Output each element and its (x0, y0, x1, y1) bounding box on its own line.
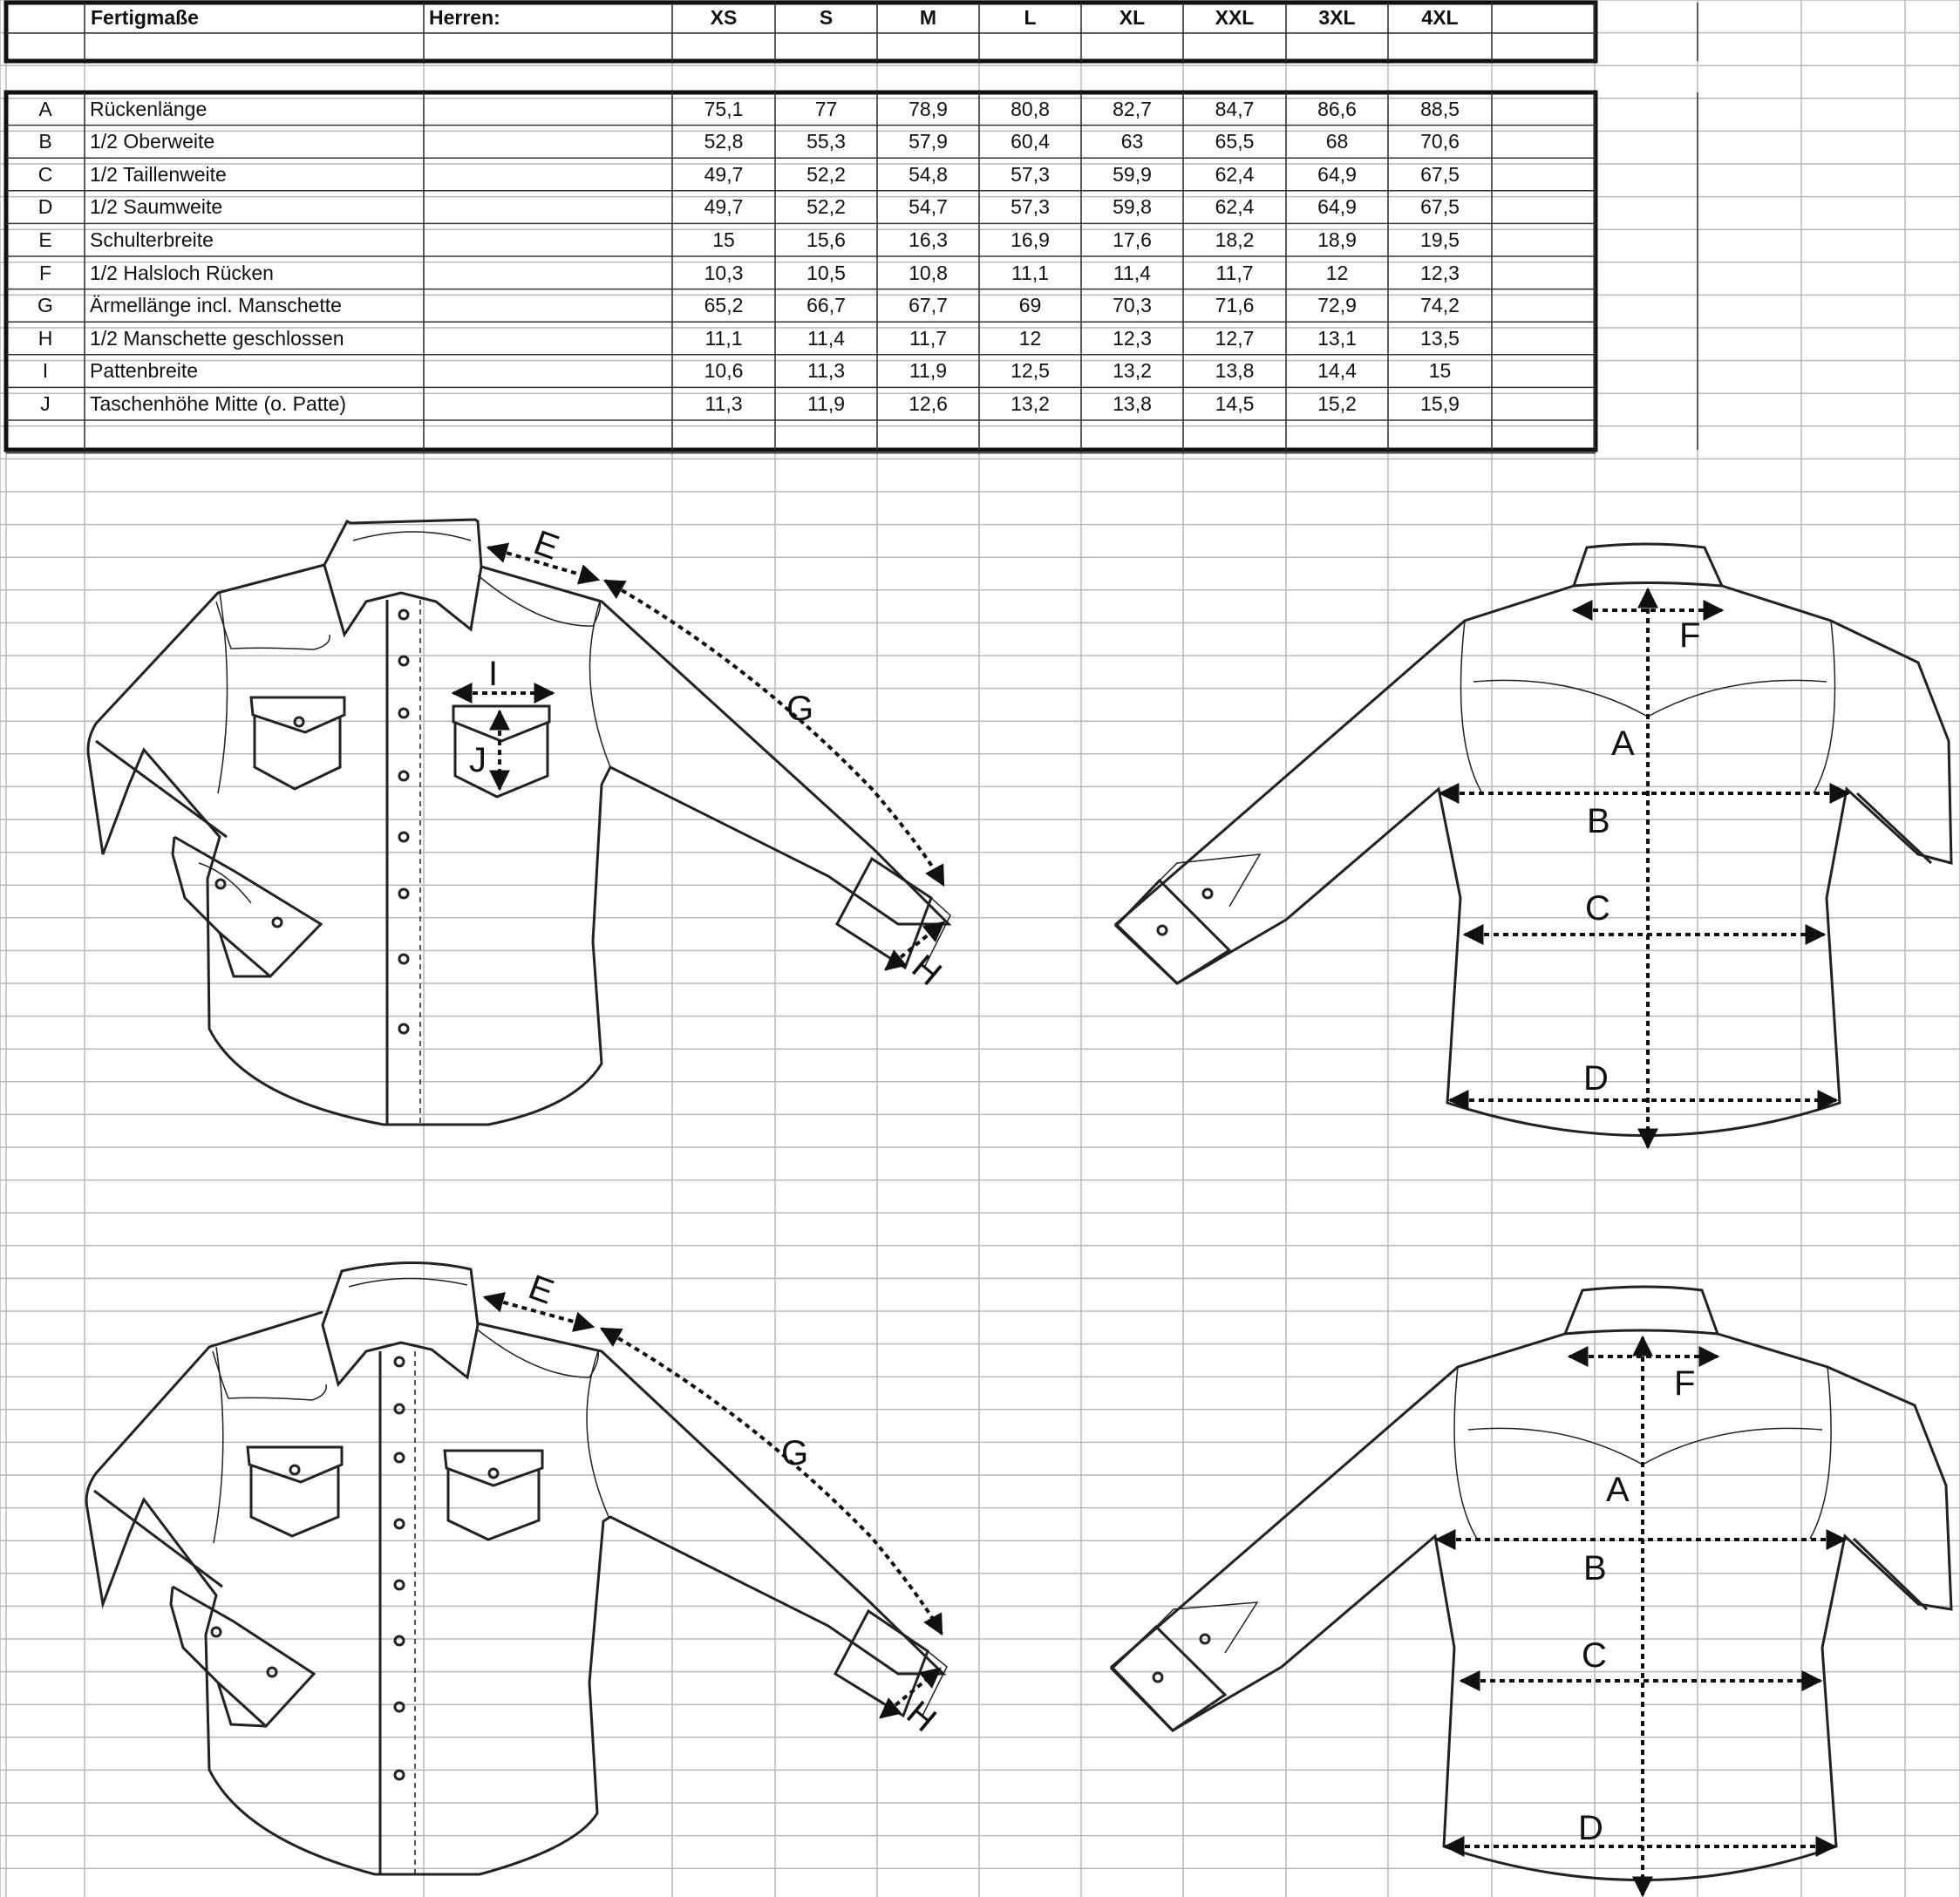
measurement-value: 67,7 (909, 294, 948, 317)
measurement-value: 12 (1325, 261, 1349, 284)
measurement-value: 88,5 (1420, 97, 1460, 120)
measurement-value: 12,3 (1420, 261, 1460, 284)
size-header: 3XL (1318, 6, 1356, 29)
measurement-value: 68 (1325, 130, 1349, 153)
measurement-label: 1/2 Oberweite (90, 130, 215, 153)
measurement-value: 13,8 (1113, 391, 1152, 415)
label-E-top: E (528, 523, 564, 568)
measurement-value: 55,3 (806, 130, 846, 153)
measurement-key: E (38, 228, 52, 251)
measurement-value: 13,5 (1420, 326, 1460, 350)
size-header: 4XL (1421, 6, 1459, 29)
table-title: Fertigmaße (91, 6, 199, 29)
measurement-value: 57,9 (909, 130, 948, 153)
label-D-bottom: D (1578, 1809, 1603, 1847)
back-shirt-diagram-bottom (1112, 1287, 1951, 1880)
measurement-label: 1/2 Saumweite (90, 195, 223, 219)
measurement-value: 12,6 (909, 391, 948, 415)
measurement-value: 14,4 (1317, 359, 1357, 383)
label-J-top: J (469, 741, 487, 779)
measurement-key: B (38, 130, 52, 153)
measurement-value: 52,2 (806, 195, 846, 219)
measurement-value: 16,3 (909, 228, 948, 251)
back-shirt-diagram-top (1116, 544, 1951, 1136)
measurement-value: 74,2 (1420, 294, 1460, 317)
measurement-value: 82,7 (1113, 97, 1152, 120)
measurement-value: 69 (1018, 294, 1042, 317)
measurement-value: 64,9 (1317, 162, 1357, 186)
label-B-bottom: B (1583, 1549, 1607, 1588)
size-header: XL (1119, 6, 1146, 29)
measurement-value: 49,7 (704, 162, 744, 186)
measurement-value: 15 (1428, 359, 1452, 383)
measurement-value: 13,1 (1317, 326, 1357, 350)
measurement-value: 65,2 (704, 294, 744, 317)
measurement-value: 54,8 (909, 162, 948, 186)
measurement-value: 12,5 (1011, 359, 1050, 383)
measurement-value: 10,3 (704, 261, 744, 284)
front-shirt-diagram-top (88, 520, 950, 1125)
measurement-value: 16,9 (1011, 228, 1050, 251)
measurement-value: 67,5 (1420, 195, 1460, 219)
measurement-key: I (42, 359, 49, 383)
measurement-value: 75,1 (704, 97, 744, 120)
measurement-value: 17,6 (1113, 228, 1152, 251)
label-G-bottom: G (781, 1434, 809, 1472)
measurement-value: 11,7 (909, 326, 948, 350)
measurement-value: 70,3 (1113, 294, 1152, 317)
measurement-value: 59,8 (1113, 195, 1152, 219)
measurement-value: 10,8 (909, 261, 948, 284)
measurement-value: 52,8 (704, 130, 744, 153)
measurement-label: 1/2 Halsloch Rücken (90, 261, 274, 284)
size-header: L (1024, 6, 1037, 29)
measurement-value: 10,6 (704, 359, 744, 383)
measurement-label: 1/2 Taillenweite (90, 162, 227, 186)
measurement-value: 11,9 (806, 391, 846, 415)
front-shirt-diagram-bottom (86, 1262, 947, 1874)
measurement-value: 18,2 (1215, 228, 1255, 251)
measurement-key: J (40, 391, 51, 415)
measurement-label: Taschenhöhe Mitte (o. Patte) (90, 391, 347, 415)
measurement-label: 1/2 Manschette geschlossen (90, 326, 344, 350)
measurement-value: 11,9 (909, 359, 948, 383)
measurement-value: 70,6 (1420, 130, 1460, 153)
back-top-measure-letters (1583, 616, 1700, 1098)
label-F-bottom: F (1674, 1364, 1696, 1403)
measurement-value: 15,2 (1317, 391, 1357, 415)
measurement-value: 49,7 (704, 195, 744, 219)
measurement-value: 62,4 (1215, 162, 1255, 186)
back-bottom-measure-arrows (1437, 1337, 1845, 1895)
measurement-value: 65,5 (1215, 130, 1255, 153)
measurement-value: 57,3 (1011, 162, 1050, 186)
measurement-value: 71,6 (1215, 294, 1255, 317)
measurement-value: 60,4 (1011, 130, 1050, 153)
measurement-value: 12,3 (1113, 326, 1152, 350)
measurement-label: Rückenlänge (90, 97, 208, 120)
label-F-top: F (1679, 616, 1701, 655)
measurement-label: Schulterbreite (90, 228, 214, 251)
measurement-value: 67,5 (1420, 162, 1460, 186)
label-H-bottom: H (899, 1693, 943, 1740)
measurement-key: G (37, 294, 53, 317)
measurement-value: 15,9 (1420, 391, 1460, 415)
measurement-value: 59,9 (1113, 162, 1152, 186)
label-G-top: G (786, 690, 814, 728)
label-I-top: I (488, 655, 499, 693)
measurement-key: F (38, 261, 52, 284)
measurement-value: 10,5 (806, 261, 846, 284)
measurement-value: 15,6 (806, 228, 846, 251)
measurement-key: D (37, 195, 53, 219)
label-A-bottom: A (1606, 1471, 1630, 1509)
measurement-value: 19,5 (1420, 228, 1460, 251)
measurement-value: 57,3 (1011, 195, 1050, 219)
measurement-label: Ärmellänge incl. Manschette (90, 294, 342, 317)
label-C-bottom: C (1582, 1636, 1607, 1675)
measurement-value: 12 (1018, 326, 1042, 350)
back-bottom-measure-letters (1578, 1364, 1695, 1847)
front-bottom-measure-arrows (485, 1297, 942, 1717)
measurement-value: 66,7 (806, 294, 846, 317)
back-top-measure-arrows (1440, 589, 1848, 1147)
size-header: XXL (1215, 6, 1255, 29)
measurement-value: 11,7 (1215, 261, 1254, 284)
size-header: XS (710, 6, 738, 29)
measurement-value: 62,4 (1215, 195, 1255, 219)
front-top-measure-letters (469, 523, 949, 993)
measurement-value: 11,4 (806, 326, 846, 350)
measurement-value: 15 (712, 228, 735, 251)
measurement-value: 63 (1120, 130, 1144, 153)
measurement-value: 11,3 (806, 359, 846, 383)
measurement-value: 86,6 (1317, 97, 1357, 120)
measurement-key: C (37, 162, 53, 186)
measurement-value: 18,9 (1317, 228, 1357, 251)
front-bottom-measure-letters (524, 1268, 943, 1739)
measurement-label: Pattenbreite (90, 359, 199, 383)
measurement-value: 13,8 (1215, 359, 1255, 383)
label-C-top: C (1585, 889, 1610, 928)
measurement-value: 52,2 (806, 162, 846, 186)
measurement-key: A (38, 97, 52, 120)
measurement-value: 11,3 (704, 391, 743, 415)
measurement-value: 14,5 (1215, 391, 1255, 415)
measurement-value: 11,4 (1113, 261, 1152, 284)
measurement-key: H (37, 326, 53, 350)
measurement-value: 80,8 (1011, 97, 1050, 120)
label-D-top: D (1583, 1059, 1609, 1098)
measurement-value: 11,1 (1011, 261, 1050, 284)
table-group-label: Herren: (429, 6, 500, 29)
label-A-top: A (1611, 724, 1635, 763)
measurement-value: 13,2 (1011, 391, 1050, 415)
size-header: M (919, 6, 937, 29)
measurement-value: 11,1 (704, 326, 743, 350)
measurement-value: 12,7 (1215, 326, 1255, 350)
measurement-value: 64,9 (1317, 195, 1357, 219)
measurement-value: 13,2 (1113, 359, 1152, 383)
measurement-value: 77 (814, 97, 838, 120)
label-B-top: B (1587, 802, 1610, 840)
size-header: S (819, 6, 834, 29)
measurement-value: 54,7 (909, 195, 948, 219)
measurement-value: 84,7 (1215, 97, 1255, 120)
measurement-value: 78,9 (909, 97, 948, 120)
label-E-bottom: E (523, 1268, 559, 1312)
measurement-value: 72,9 (1317, 294, 1357, 317)
label-H-top: H (904, 947, 949, 994)
